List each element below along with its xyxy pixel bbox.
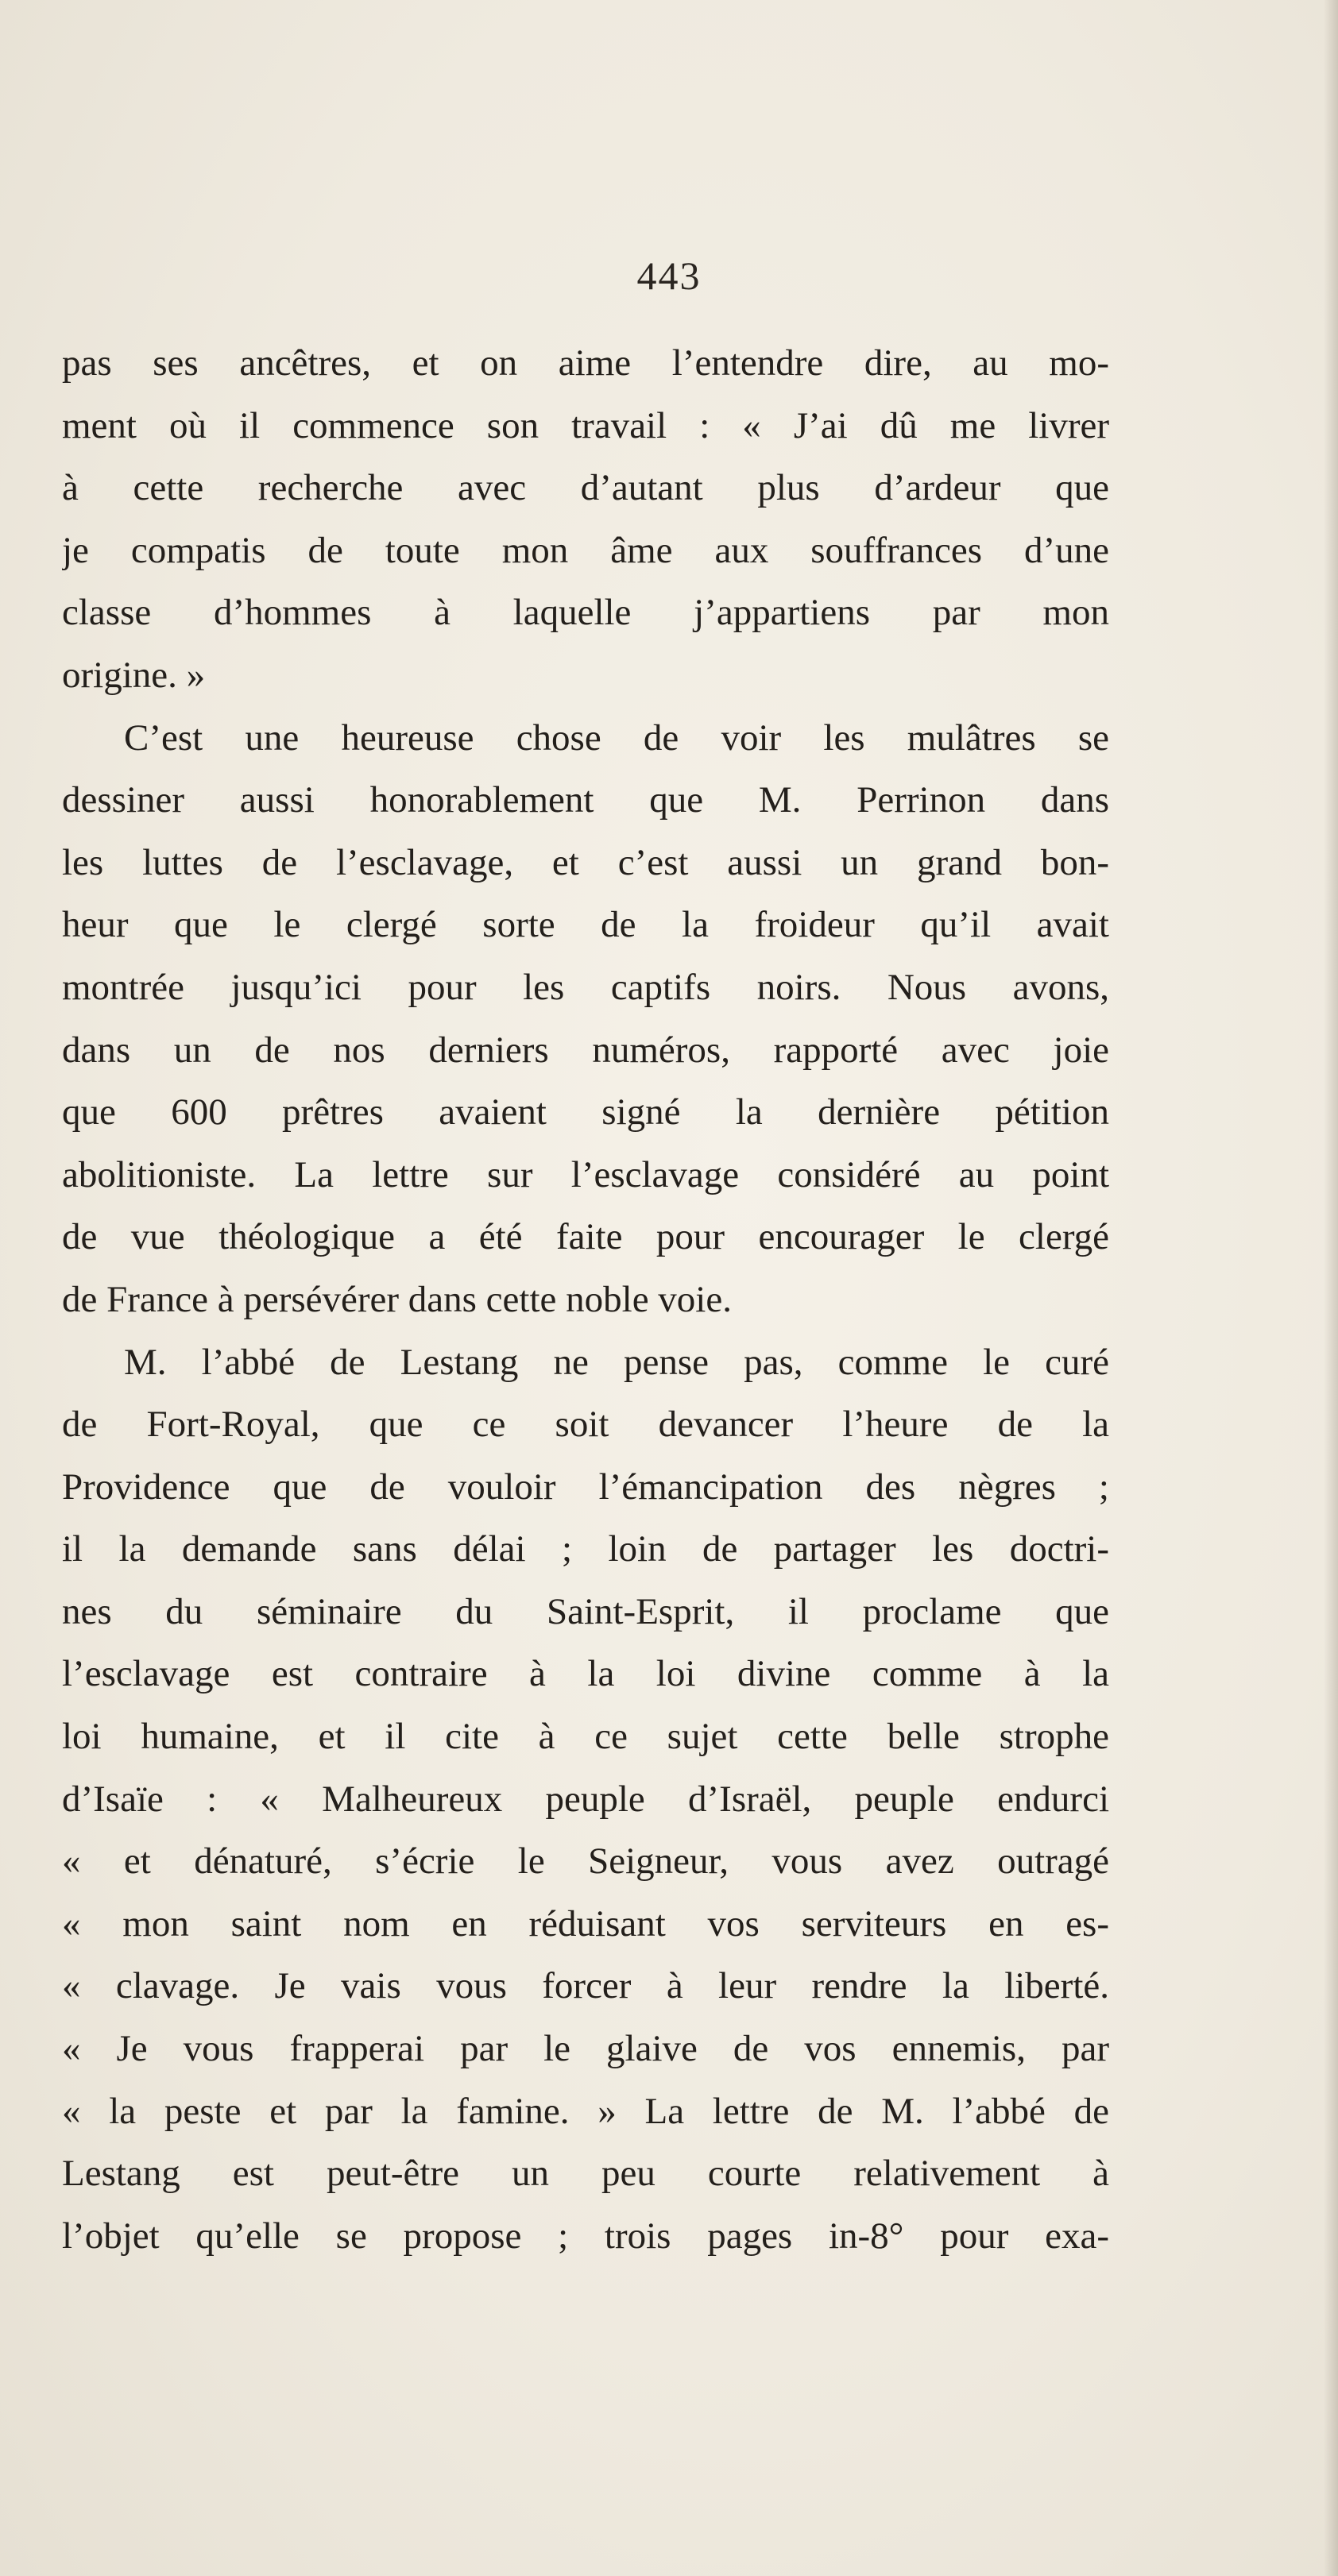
text-line: « clavage. Je vais vous forcer à leur rendre la liberté. — [62, 1965, 1109, 2007]
text-line: de France à persévérer dans cette noble voie. — [62, 1278, 732, 1320]
text-line: classe d’hommes à laquelle j’appartiens par mon — [62, 592, 1109, 634]
body-text — [62, 332, 1109, 2267]
text-line: M. l’abbé de Lestang ne pense pas, comme le curé — [124, 1341, 1109, 1383]
text-line: dans un de nos derniers numéros, rapporté avec joie — [62, 1029, 1109, 1071]
text-line: loi humaine, et il cite à ce sujet cette belle strophe — [62, 1716, 1109, 1758]
text-line: l’esclavage est contraire à la loi divine comme à la — [62, 1653, 1109, 1695]
text-line: Providence que de vouloir l’émancipation des nègres ; — [62, 1466, 1109, 1508]
text-line: de vue théologique a été faite pour encourager le clergé — [62, 1216, 1109, 1258]
text-line: il la demande sans délai ; loin de partager les doctri- — [62, 1528, 1109, 1570]
text-line: C’est une heureuse chose de voir les mulâtres se — [124, 716, 1109, 759]
text-line: origine. » — [62, 654, 206, 696]
text-line: l’objet qu’elle se propose ; trois pages in-8° pour exa- — [62, 2215, 1109, 2257]
text-line: « la peste et par la famine. » La lettre de M. l’abbé de — [62, 2090, 1109, 2132]
text-line: les luttes de l’esclavage, et c’est aussi un grand bon- — [62, 841, 1109, 883]
text-line: que 600 prêtres avaient signé la dernière pétition — [62, 1091, 1109, 1134]
text-line: nes du séminaire du Saint-Esprit, il proclame que — [62, 1590, 1109, 1632]
text-line: d’Isaïe : « Malheureux peuple d’Israël, peuple endurci — [62, 1778, 1109, 1820]
page-edge-shadow — [1324, 0, 1338, 2576]
text-line: « et dénaturé, s’écrie le Seigneur, vous avez outragé — [62, 1840, 1109, 1883]
text-line: dessiner aussi honorablement que M. Perrinon dans — [62, 779, 1109, 821]
text-line: « Je vous frapperai par le glaive de vos ennemis, par — [62, 2028, 1109, 2070]
text-line: abolitioniste. La lettre sur l’esclavage considéré au point — [62, 1153, 1109, 1195]
text-line: pas ses ancêtres, et on aime l’entendre dire, au mo- — [62, 342, 1109, 384]
text-line: ment où il commence son travail : « J’ai dû me livrer — [62, 404, 1109, 446]
page-number: 443 — [636, 253, 702, 298]
text-line: montrée jusqu’ici pour les captifs noirs. Nous avons, — [62, 966, 1109, 1008]
text-line: de Fort-Royal, que ce soit devancer l’heure de la — [62, 1404, 1109, 1446]
text-line: Lestang est peut-être un peu courte relativement à — [62, 2153, 1109, 2195]
text-line: je compatis de toute mon âme aux souffrances d’une — [62, 529, 1109, 571]
text-line: à cette recherche avec d’autant plus d’ardeur que — [62, 467, 1109, 509]
text-line: « mon saint nom en réduisant vos serviteurs en es- — [62, 1902, 1109, 1945]
text-line: heur que le clergé sorte de la froideur qu’il avait — [62, 904, 1109, 946]
